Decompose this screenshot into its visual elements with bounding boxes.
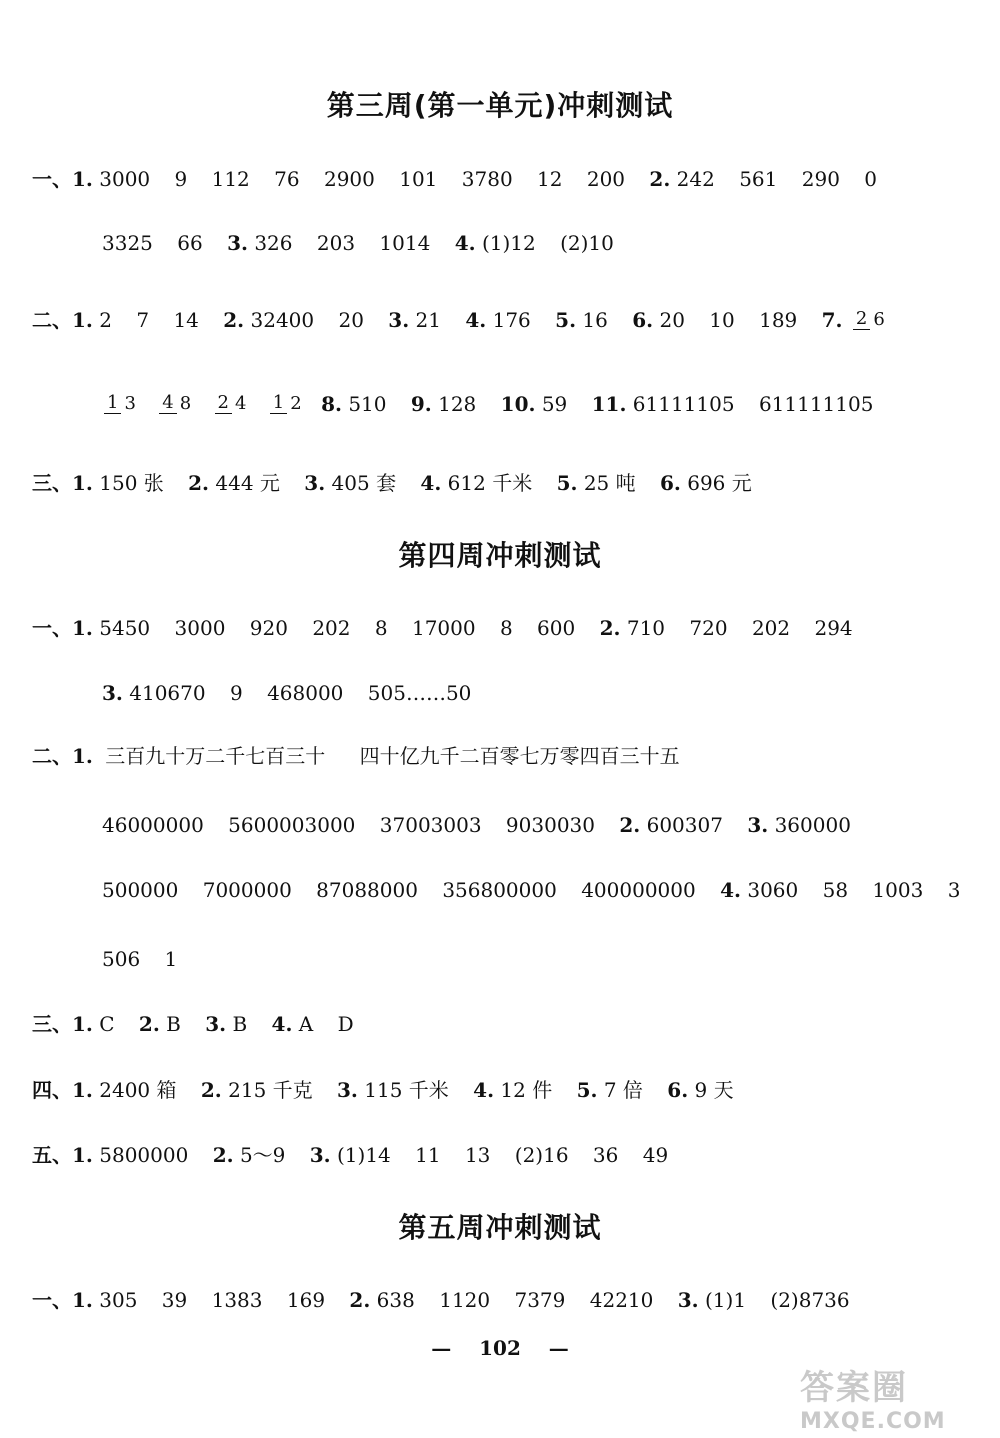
w4-s3-line: 三、1. C 2. B 3. B 4. A D: [32, 1011, 354, 1036]
w3-s1-line1: 一、1. 3000 9 112 76 2900 101 3780 12 200 2. 242 561 290 0: [32, 166, 878, 191]
w5-s1-line: 一、1. 305 39 1383 169 2. 638 1120 7379 42210 3. (1)1 (2)8736: [32, 1287, 850, 1312]
fraction: 1 3: [104, 393, 139, 414]
page-number: — 102 —: [431, 1336, 569, 1360]
w3-s2-line2: 1 3 4 8 2 4 1 2 8. 510 9. 128 10. 59 11. 61111105 611111105: [100, 382, 873, 422]
w3-s1-line2: 3325 66 3. 326 203 1014 4. (1)12 (2)10: [102, 230, 614, 255]
w3-s2-line1: 二、1. 2 7 14 2. 32400 20 3. 21 4. 176 5. 16 6. 20 10 189 7. 2 6: [32, 298, 898, 338]
w4-s4-line: 四、1. 2400 箱 2. 215 千克 3. 115 千米 4. 12 件 5. 7 倍 6. 9 天: [32, 1077, 734, 1102]
w4-s5-line: 五、1. 5800000 2. 5～9 3. (1)14 11 13 (2)16 36 49: [32, 1142, 669, 1167]
w4-s2-line2: 46000000 5600003000 37003003 9030030 2. 600307 3. 360000: [102, 812, 851, 837]
w4-s2-line3: 500000 7000000 87088000 356800000 400000000 4. 3060 58 1003 3: [102, 877, 961, 902]
watermark-logo: 答案圈 MXQE.COM: [800, 1368, 946, 1434]
w3-s3-line: 三、1. 150 张 2. 444 元 3. 405 套 4. 612 千米 5. 25 吨 6. 696 元: [32, 470, 752, 495]
fraction: 4 8: [159, 393, 194, 414]
fraction: 2 4: [215, 393, 250, 414]
week5-title: 第五周冲刺测试: [398, 1211, 602, 1244]
w4-s2-line1: 二、1. 三百九十万二千七百三十 四十亿九千二百零七万零四百三十五: [32, 743, 680, 768]
week3-title: 第三周(第一单元)冲刺测试: [326, 89, 674, 122]
week4-title: 第四周冲刺测试: [398, 539, 602, 572]
w4-s1-line1: 一、1. 5450 3000 920 202 8 17000 8 600 2. 710 720 202 294: [32, 615, 853, 640]
w4-s1-line2: 3. 410670 9 468000 505……50: [102, 680, 472, 705]
fraction: 1 2: [270, 393, 305, 414]
w4-s2-line4: 506 1: [102, 946, 178, 971]
fraction: 2 6: [853, 309, 888, 330]
